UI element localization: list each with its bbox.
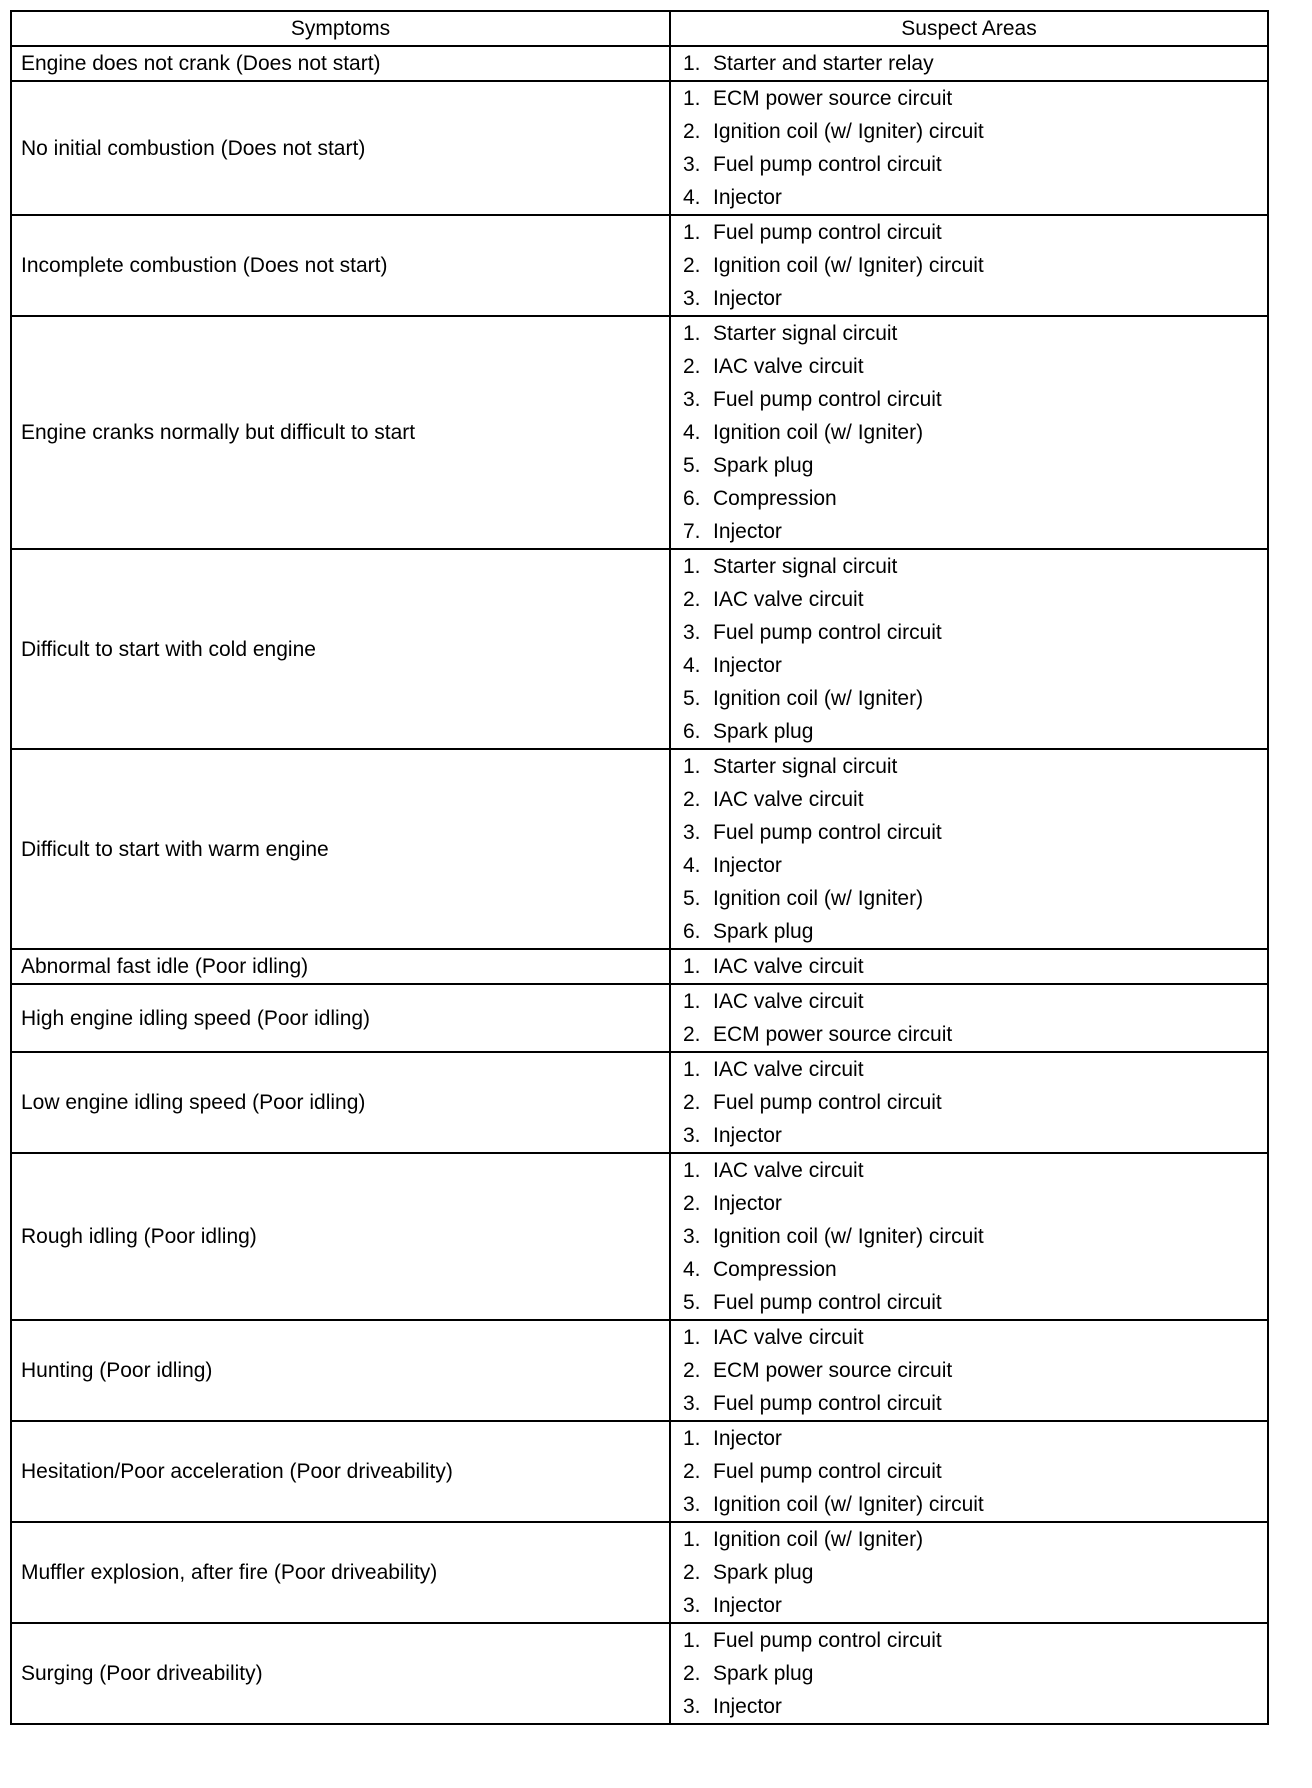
symptom-cell: Incomplete combustion (Does not start) [11,215,670,316]
list-item-number: 5. [683,687,701,710]
symptom-cell: Abnormal fast idle (Poor idling) [11,949,670,984]
list-item [683,1387,1267,1420]
symptom-cell: Low engine idling speed (Poor idling) [11,1052,670,1153]
list-item-number: 1. [683,755,701,778]
list-item-text: Spark plug [713,454,814,477]
list-item-number: 4. [683,654,701,677]
list-item [683,1253,1267,1286]
list-item-number: 3. [683,388,701,411]
list-item-number: 2. [683,1023,701,1046]
list-item-text: ECM power source circuit [713,1023,953,1046]
list-item [683,515,1267,548]
list-item-text: Ignition coil (w/ Igniter) [713,1528,924,1551]
table-row [11,949,1268,984]
list-item [683,1690,1267,1723]
list-item-text: Ignition coil (w/ Igniter) [713,887,924,910]
symptom-table [10,10,1269,1725]
list-item-text: IAC valve circuit [713,588,864,611]
list-item-text: Spark plug [713,1561,814,1584]
list-item-number: 3. [683,1124,701,1147]
suspect-areas-cell [670,1052,1268,1153]
suspect-areas-list [683,985,1267,1051]
list-item-text: ECM power source circuit [713,1359,953,1382]
suspect-areas-list [683,1624,1267,1723]
list-item [683,985,1267,1018]
list-item-number: 3. [683,821,701,844]
table-body [11,46,1268,1724]
suspect-areas-cell [670,1153,1268,1320]
suspect-areas-cell [670,1623,1268,1724]
list-item [683,882,1267,915]
symptom-cell: Engine cranks normally but difficult to start [11,316,670,549]
list-item-text: Injector [713,1124,782,1147]
suspect-areas-cell [670,949,1268,984]
suspect-areas-cell [670,46,1268,81]
suspect-areas-list [683,216,1267,315]
list-item [683,350,1267,383]
table-row [11,984,1268,1052]
suspect-areas-list [683,82,1267,214]
list-item-number: 4. [683,1258,701,1281]
symptom-cell: Muffler explosion, after fire (Poor driveability) [11,1522,670,1623]
list-item-text: Injector [713,654,782,677]
list-item-text: Fuel pump control circuit [713,153,942,176]
list-item [683,317,1267,350]
table-row [11,549,1268,749]
list-item [683,1589,1267,1622]
list-item [683,1488,1267,1521]
list-item-number: 5. [683,454,701,477]
list-item [683,282,1267,315]
table-row [11,1052,1268,1153]
list-item-number: 4. [683,421,701,444]
symptom-cell: Hesitation/Poor acceleration (Poor driveability) [11,1421,670,1522]
list-item-number: 1. [683,1159,701,1182]
list-item [683,1556,1267,1589]
list-item-number: 3. [683,153,701,176]
list-item-number: 6. [683,487,701,510]
list-item-number: 1. [683,555,701,578]
suspect-areas-list [683,1523,1267,1622]
list-item-number: 4. [683,854,701,877]
list-item-text: Fuel pump control circuit [713,1460,942,1483]
suspect-areas-cell [670,984,1268,1052]
list-item-text: Fuel pump control circuit [713,1629,942,1652]
list-item [683,1321,1267,1354]
list-item-number: 2. [683,355,701,378]
list-item [683,915,1267,948]
suspect-areas-list [683,47,1267,80]
list-item-number: 1. [683,1528,701,1551]
list-item [683,1220,1267,1253]
table-row [11,1320,1268,1421]
symptom-cell: Difficult to start with cold engine [11,549,670,749]
symptom-cell: Difficult to start with warm engine [11,749,670,949]
suspect-areas-cell [670,749,1268,949]
suspect-areas-list [683,550,1267,748]
suspect-areas-cell [670,1421,1268,1522]
table-row [11,749,1268,949]
list-item-number: 3. [683,1225,701,1248]
list-item [683,216,1267,249]
list-item-text: Spark plug [713,1662,814,1685]
list-item-text: Fuel pump control circuit [713,1392,942,1415]
list-item [683,1657,1267,1690]
list-item-text: Fuel pump control circuit [713,221,942,244]
list-item-number: 7. [683,520,701,543]
list-item-number: 5. [683,887,701,910]
list-item [683,1422,1267,1455]
list-item-text: Ignition coil (w/ Igniter) circuit [713,1493,984,1516]
suspect-areas-cell [670,1522,1268,1623]
list-item [683,616,1267,649]
list-item-text: Injector [713,854,782,877]
list-item-text: Injector [713,520,782,543]
suspect-areas-list [683,317,1267,548]
symptom-cell: Engine does not crank (Does not start) [11,46,670,81]
list-item-text: Starter and starter relay [713,52,934,75]
list-item [683,849,1267,882]
list-item [683,682,1267,715]
list-item-number: 1. [683,87,701,110]
symptom-cell: Rough idling (Poor idling) [11,1153,670,1320]
list-item [683,1053,1267,1086]
list-item-number: 2. [683,788,701,811]
list-item-number: 3. [683,1594,701,1617]
list-item-text: ECM power source circuit [713,87,953,110]
list-item-text: Injector [713,1192,782,1215]
list-item [683,750,1267,783]
table-row [11,1522,1268,1623]
list-item-text: Ignition coil (w/ Igniter) [713,687,924,710]
list-item [683,583,1267,616]
list-item [683,1286,1267,1319]
list-item [683,1187,1267,1220]
list-item [683,1523,1267,1556]
list-item-number: 2. [683,1460,701,1483]
list-item-text: Injector [713,186,782,209]
list-item [683,1119,1267,1152]
header-symptoms: Symptoms [11,11,670,46]
list-item [683,950,1267,983]
list-item-number: 1. [683,221,701,244]
list-item-text: Starter signal circuit [713,322,898,345]
list-item-number: 1. [683,955,701,978]
list-item [683,783,1267,816]
suspect-areas-list [683,750,1267,948]
list-item-number: 2. [683,1662,701,1685]
suspect-areas-cell [670,215,1268,316]
list-item-text: Fuel pump control circuit [713,1091,942,1114]
list-item-number: 2. [683,1561,701,1584]
list-item [683,482,1267,515]
list-item-number: 4. [683,186,701,209]
table-row [11,1421,1268,1522]
list-item-number: 1. [683,322,701,345]
table-row [11,81,1268,215]
list-item-text: Ignition coil (w/ Igniter) [713,421,924,444]
list-item [683,416,1267,449]
list-item [683,449,1267,482]
list-item [683,550,1267,583]
list-item-text: Fuel pump control circuit [713,821,942,844]
header-suspect-areas: Suspect Areas [670,11,1268,46]
list-item-number: 3. [683,287,701,310]
list-item-number: 6. [683,720,701,743]
suspect-areas-cell [670,316,1268,549]
header-row [11,11,1268,46]
table-row [11,316,1268,549]
suspect-areas-list [683,1321,1267,1420]
list-item-number: 2. [683,254,701,277]
list-item-number: 1. [683,1629,701,1652]
suspect-areas-list [683,950,1267,983]
list-item-text: Ignition coil (w/ Igniter) circuit [713,1225,984,1248]
list-item [683,148,1267,181]
list-item-text: IAC valve circuit [713,355,864,378]
list-item-number: 2. [683,1192,701,1215]
suspect-areas-list [683,1154,1267,1319]
list-item-text: Ignition coil (w/ Igniter) circuit [713,120,984,143]
list-item-number: 5. [683,1291,701,1314]
list-item-number: 1. [683,1427,701,1450]
list-item-number: 1. [683,52,701,75]
symptom-cell: Hunting (Poor idling) [11,1320,670,1421]
list-item-number: 3. [683,621,701,644]
table-row [11,215,1268,316]
list-item-text: Starter signal circuit [713,555,898,578]
list-item [683,181,1267,214]
list-item-number: 2. [683,1091,701,1114]
list-item [683,1354,1267,1387]
list-item-text: Spark plug [713,920,814,943]
symptom-cell: No initial combustion (Does not start) [11,81,670,215]
list-item [683,47,1267,80]
list-item [683,1624,1267,1657]
list-item-text: Injector [713,287,782,310]
suspect-areas-list [683,1422,1267,1521]
list-item-text: Ignition coil (w/ Igniter) circuit [713,254,984,277]
list-item [683,115,1267,148]
suspect-areas-cell [670,549,1268,749]
list-item [683,82,1267,115]
list-item-number: 6. [683,920,701,943]
list-item-number: 1. [683,1326,701,1349]
list-item [683,1086,1267,1119]
list-item-text: Injector [713,1594,782,1617]
list-item-text: Starter signal circuit [713,755,898,778]
list-item-number: 1. [683,1058,701,1081]
list-item [683,383,1267,416]
table-row [11,1153,1268,1320]
suspect-areas-list [683,1053,1267,1152]
list-item [683,1018,1267,1051]
list-item-text: IAC valve circuit [713,788,864,811]
suspect-areas-cell [670,81,1268,215]
list-item-text: Fuel pump control circuit [713,388,942,411]
list-item [683,715,1267,748]
suspect-areas-cell [670,1320,1268,1421]
list-item-text: IAC valve circuit [713,990,864,1013]
list-item-text: IAC valve circuit [713,1058,864,1081]
list-item [683,649,1267,682]
list-item-text: IAC valve circuit [713,1326,864,1349]
list-item-text: IAC valve circuit [713,955,864,978]
list-item-number: 2. [683,1359,701,1382]
table-row [11,1623,1268,1724]
list-item-text: Compression [713,487,837,510]
list-item-text: Fuel pump control circuit [713,1291,942,1314]
list-item-text: Fuel pump control circuit [713,621,942,644]
list-item-number: 2. [683,120,701,143]
list-item [683,1455,1267,1488]
list-item-number: 1. [683,990,701,1013]
symptom-cell: Surging (Poor driveability) [11,1623,670,1724]
symptom-cell: High engine idling speed (Poor idling) [11,984,670,1052]
list-item [683,1154,1267,1187]
list-item-text: Spark plug [713,720,814,743]
list-item-number: 3. [683,1493,701,1516]
list-item [683,249,1267,282]
list-item-text: Compression [713,1258,837,1281]
list-item-text: Injector [713,1695,782,1718]
list-item-text: Injector [713,1427,782,1450]
troubleshooting-table-container [10,10,1267,1725]
list-item-number: 2. [683,588,701,611]
list-item-number: 3. [683,1695,701,1718]
list-item [683,816,1267,849]
table-row [11,46,1268,81]
list-item-text: IAC valve circuit [713,1159,864,1182]
list-item-number: 3. [683,1392,701,1415]
